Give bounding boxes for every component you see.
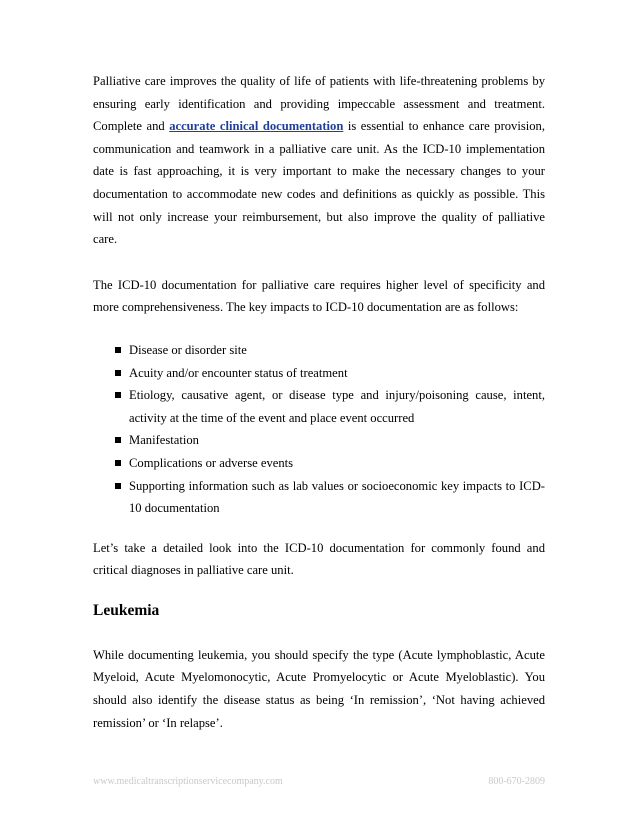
list-item-text: Etiology, causative agent, or disease type and injury/poisoning cause, intent, activity at the time of the event and place event occurred [129,388,545,425]
list-item-text: Supporting information such as lab values or socioeconomic key impacts to ICD-10 documentation [129,478,545,516]
list-item [115,384,545,429]
square-bullet-icon [115,460,121,466]
list-item-text: Disease or disorder site [129,342,247,357]
square-bullet-icon [115,347,121,353]
square-bullet-icon [115,370,121,376]
list-item [115,475,545,520]
footer-website: www.medicaltranscriptionservicecompany.com [93,776,283,787]
list-item [115,452,545,475]
square-bullet-icon [115,437,121,443]
square-bullet-icon [115,392,121,398]
list-item [115,362,545,385]
intro-paragraph [93,70,545,251]
page-content [93,70,545,734]
impacts-list [93,339,545,520]
impacts-intro-paragraph: The ICD-10 documentation for palliative care requires higher level of specificity and more comprehensiveness. The key impacts to ICD-10 documentation are as follows: [93,277,545,315]
section-heading: Leukemia [93,601,160,619]
list-item-text: Acuity and/or encounter status of treatment [129,365,348,380]
accurate-clinical-documentation-link[interactable]: accurate clinical documentation [169,119,344,134]
intro-text-start: Palliative care improves the quality of life of patients with life-threatening problems by ensuring early identification and providing impeccable assessment and treatment. Complete and [93,74,545,134]
detailed-look-paragraph: Let’s take a detailed look into the ICD-10 documentation for commonly found and critical diagnoses in palliative care unit. [93,540,545,578]
list-item [115,429,545,452]
footer-phone: 800-670-2809 [488,776,545,787]
square-bullet-icon [115,483,121,489]
intro-text-end: is essential to enhance care provision, communication and teamwork in a palliative care unit. As the ICD-10 implementation date is fast approaching, it is very important to make the necessary changes to your documentation to accommodate new codes and definitions as quickly as possible. This will not only increase your reimbursement, but also improve the quality of palliative care. [93,119,545,247]
list-item-text: Complications or adverse events [129,455,294,470]
leukemia-paragraph: While documenting leukemia, you should specify the type (Acute lymphoblastic, Acute Myeloid, Acute Myelomonocytic, Acute Promyelocytic or Acute Myeloblastic). You should also identify the disease status as being ‘In remission’, ‘Not having achieved remission’ or ‘In relapse’. [93,647,545,730]
list-item [115,339,545,362]
list-item-text: Manifestation [129,433,199,448]
